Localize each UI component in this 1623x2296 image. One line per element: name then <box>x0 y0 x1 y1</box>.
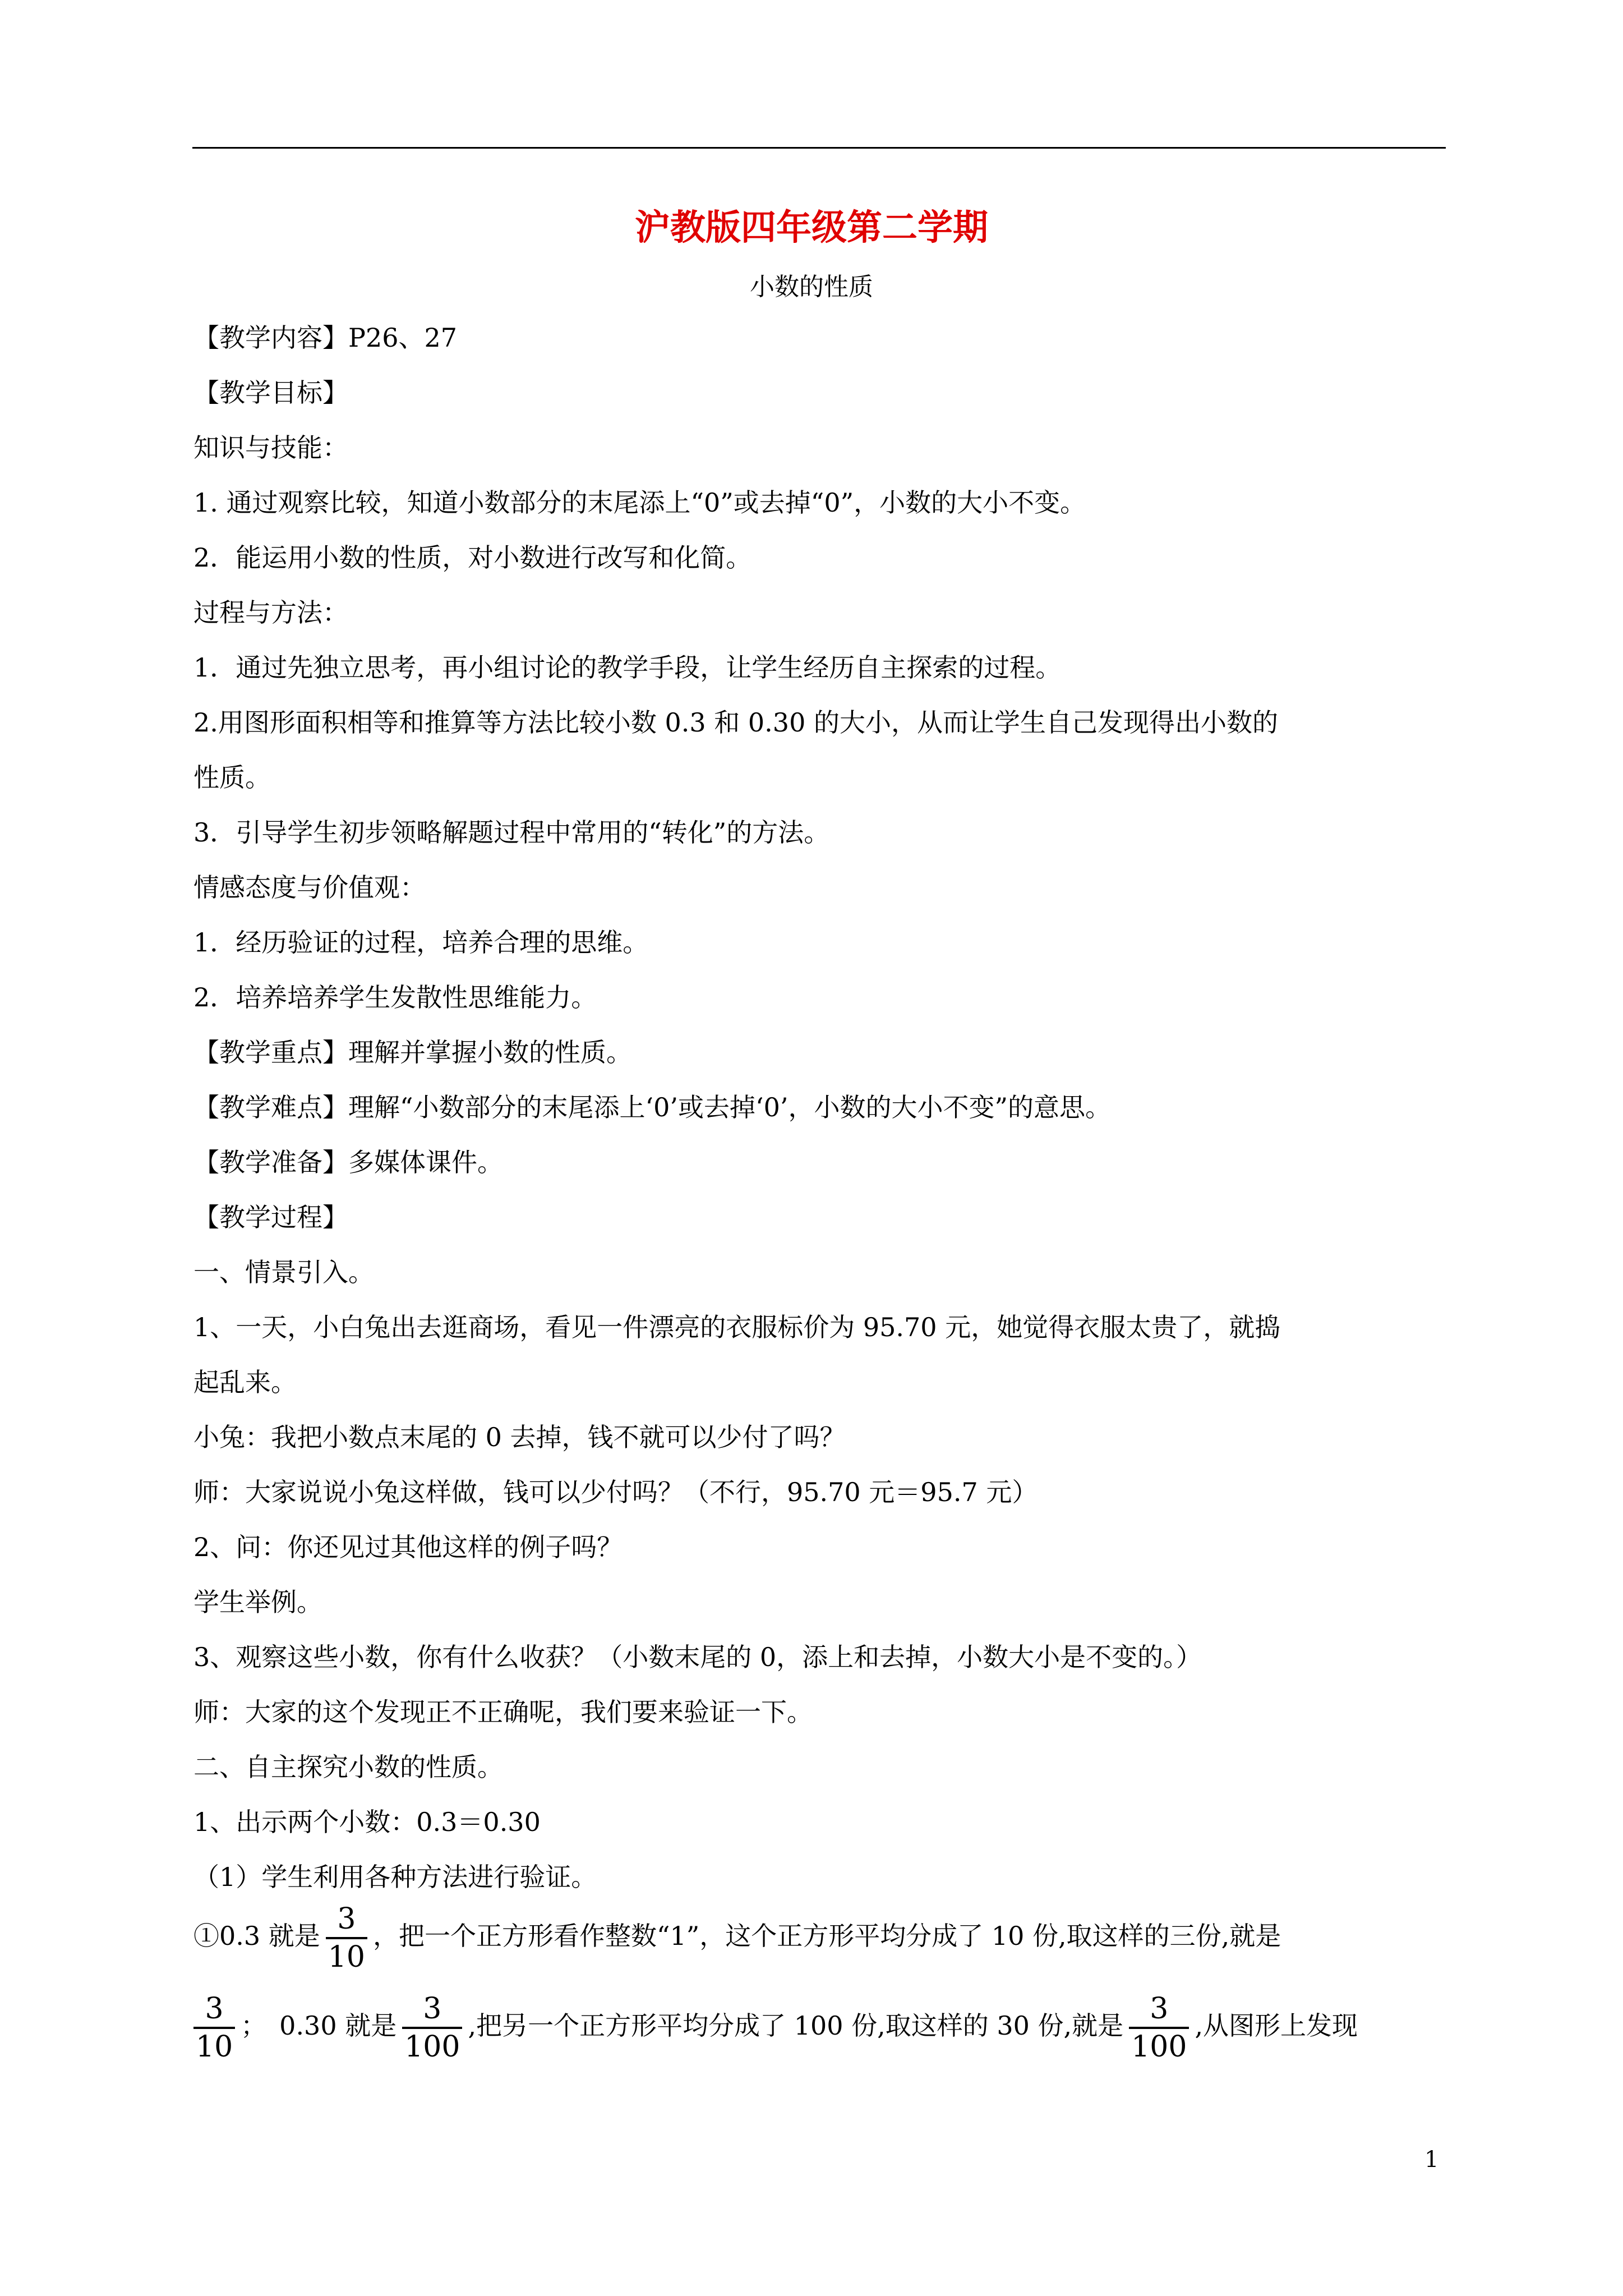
header-rule <box>192 147 1446 149</box>
fraction-numerator: 3 <box>205 1992 224 2026</box>
text-line: 【教学内容】P26、27 <box>193 323 458 353</box>
fraction-line-2-text: ,把另一个正方形平均分成了 100 份,取这样的 30 份,就是 <box>468 2010 1124 2041</box>
text-line: 【教学过程】 <box>193 1202 348 1232</box>
fraction <box>402 1994 462 2062</box>
text-line: 1、一天，小白兔出去逛商场，看见一件漂亮的衣服标价为 95.70 元，她觉得衣服太贵了，就捣 <box>193 1312 1281 1342</box>
text-line: 1．通过先独立思考，再小组讨论的教学手段，让学生经历自主探索的过程。 <box>193 652 1062 683</box>
text-line: 【教学难点】理解“小数部分的末尾添上‘0’或去掉‘0’，小数的大小不变”的意思。 <box>193 1092 1112 1122</box>
text-line: 3．引导学生初步领略解题过程中常用的“转化”的方法。 <box>193 817 830 848</box>
fraction-numerator: 3 <box>1150 1992 1169 2026</box>
text-line: （1）学生利用各种方法进行验证。 <box>193 1862 597 1892</box>
fraction-numerator: 3 <box>423 1992 442 2026</box>
fraction-denominator: 100 <box>1131 2030 1187 2064</box>
text-line: 一、情景引入。 <box>193 1257 374 1287</box>
text-line: 【教学准备】多媒体课件。 <box>193 1147 503 1177</box>
fraction-line-2-text: ； 0.30 就是 <box>241 2010 397 2041</box>
text-line: 2．培养培养学生发散性思维能力。 <box>193 982 597 1013</box>
text-line: 1、出示两个小数：0.3＝0.30 <box>193 1807 541 1837</box>
fraction-bar <box>402 2027 462 2029</box>
fraction <box>1129 1994 1189 2062</box>
fraction <box>193 1994 235 2062</box>
fraction <box>326 1904 367 1972</box>
fraction-line-2-text: ,从图形上发现 <box>1195 2010 1358 2041</box>
text-line: 2.用图形面积相等和推算等方法比较小数 0.3 和 0.30 的大小，从而让学生自己发现得出小数的 <box>193 707 1278 738</box>
text-line: 起乱来。 <box>193 1367 297 1397</box>
fraction-denominator: 10 <box>196 2030 233 2064</box>
text-line: 1．经历验证的过程，培养合理的思维。 <box>193 927 649 958</box>
fraction-line-2 <box>193 1994 1358 2062</box>
text-line: 师：大家的这个发现正不正确呢，我们要来验证一下。 <box>193 1697 813 1727</box>
document-title: 沪教版四年级第二学期 <box>635 206 988 248</box>
fraction-denominator: 100 <box>404 2030 460 2064</box>
fraction-numerator: 3 <box>337 1902 356 1936</box>
text-line: 师：大家说说小兔这样做，钱可以少付吗？（不行，95.70 元＝95.7 元） <box>193 1477 1038 1507</box>
text-line: 1. 通过观察比较，知道小数部分的末尾添上“0”或去掉“0”，小数的大小不变。 <box>193 487 1086 518</box>
document-subtitle: 小数的性质 <box>750 273 873 301</box>
text-line: 学生举例。 <box>193 1587 322 1617</box>
text-line: 知识与技能： <box>193 432 348 463</box>
text-line: 2、问：你还见过其他这样的例子吗？ <box>193 1532 623 1562</box>
text-line: 2．能运用小数的性质，对小数进行改写和化简。 <box>193 542 752 573</box>
text-line: 小兔：我把小数点末尾的 0 去掉，钱不就可以少付了吗？ <box>193 1422 846 1452</box>
fraction-line-1-suffix: ，把一个正方形看作整数“1”，这个正方形平均分成了 10 份,取这样的三份,就是 <box>372 1921 1281 1951</box>
fraction-denominator: 10 <box>328 1940 365 1974</box>
text-line: 性质。 <box>193 762 271 793</box>
fraction-line-1-prefix: ①0.3 就是 <box>193 1921 320 1951</box>
fraction-line-1 <box>193 1904 1281 1972</box>
text-line: 二、自主探究小数的性质。 <box>193 1752 503 1782</box>
fraction-bar <box>193 2027 235 2029</box>
text-line: 情感态度与价值观： <box>193 872 426 903</box>
text-line: 【教学目标】 <box>193 378 348 408</box>
page-number: 1 <box>1424 2147 1439 2173</box>
text-line: 3、观察这些小数，你有什么收获？（小数末尾的 0，添上和去掉，小数大小是不变的。） <box>193 1642 1202 1672</box>
fraction-bar <box>326 1937 367 1939</box>
text-line: 【教学重点】理解并掌握小数的性质。 <box>193 1037 632 1068</box>
text-line: 过程与方法： <box>193 597 348 628</box>
fraction-bar <box>1129 2027 1189 2029</box>
